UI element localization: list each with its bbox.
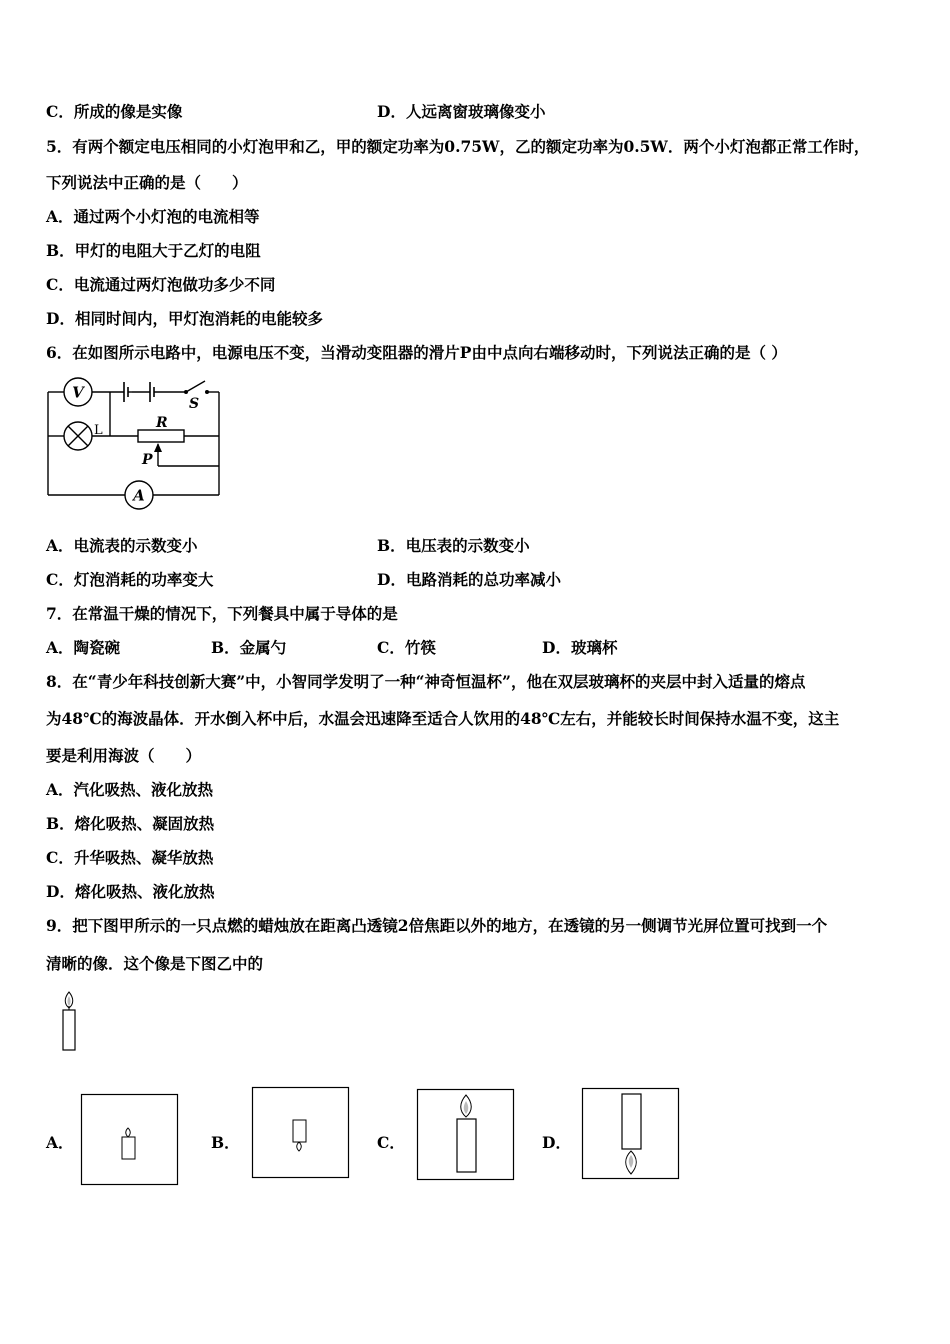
switch-label: S — [189, 396, 200, 412]
slider-arrow — [154, 443, 162, 452]
q5-stem-line1: 5．有两个额定电压相同的小灯泡甲和乙，甲的额定功率为0.75W，乙的额定功率为0.5W．两个小灯泡都正常工作时， — [46, 137, 870, 156]
q6-option-a: A．电流表的示数变小 — [46, 536, 198, 555]
q6-option-d: D．电路消耗的总功率减小 — [377, 570, 561, 589]
small-upright-candle — [122, 1137, 135, 1159]
candle-body — [63, 1010, 75, 1050]
q7-stem: 7．在常温干燥的情况下，下列餐具中属于导体的是 — [46, 604, 398, 623]
q8-stem-line2: 为48℃的海波晶体．开水倒入杯中后，水温会迅速降至适合人饮用的48℃左右，并能较长时间保持水温不变，这主 — [46, 709, 840, 728]
rheostat-label: R — [156, 415, 168, 431]
q6-stem: 6．在如图所示电路中，电源电压不变，当滑动变阻器的滑片P由中点向右端移动时，下列说法正确的是（ ） — [46, 343, 787, 362]
switch-lever — [186, 381, 205, 392]
q4-option-c: C．所成的像是实像 — [46, 102, 183, 121]
q7-option-c: C．竹筷 — [377, 638, 436, 657]
q9-stem-line1: 9．把下图甲所示的一只点燃的蜡烛放在距离凸透镜2倍焦距以外的地方，在透镜的另一侧调节光屏位置可找到一个 — [46, 916, 828, 935]
q9-option-b-image — [252, 1087, 349, 1178]
q7-option-a: A．陶瓷碗 — [46, 638, 121, 657]
q9-option-c-image — [417, 1089, 514, 1180]
q8-option-d: D．熔化吸热、液化放热 — [46, 882, 215, 901]
q8-option-b: B．熔化吸热、凝固放热 — [46, 814, 215, 833]
q7-option-d: D．玻璃杯 — [542, 638, 618, 657]
small-inverted-candle — [293, 1120, 306, 1142]
q9-option-c-label: C． — [377, 1133, 405, 1152]
q5-option-c: C．电流通过两灯泡做功多少不同 — [46, 275, 276, 294]
rheostat — [138, 430, 184, 442]
large-inverted-candle — [622, 1094, 641, 1149]
q7-option-b: B．金属勺 — [211, 638, 287, 657]
q6-option-b: B．电压表的示数变小 — [377, 536, 530, 555]
flame-core-icon — [68, 996, 71, 1006]
q9-option-b-label: B． — [211, 1133, 240, 1152]
slider-label: P — [142, 452, 153, 468]
q8-option-a: A．汽化吸热、液化放热 — [46, 780, 214, 799]
ammeter-label: A — [133, 486, 145, 505]
q9-option-d-label: D． — [542, 1133, 571, 1152]
voltmeter-label: V — [72, 383, 84, 402]
q9-option-d-image — [582, 1088, 679, 1179]
q5-option-b: B．甲灯的电阻大于乙灯的电阻 — [46, 241, 261, 260]
q6-option-c: C．灯泡消耗的功率变大 — [46, 570, 214, 589]
q5-stem-line2: 下列说法中正确的是（ ） — [46, 173, 248, 192]
q9-option-a-image — [81, 1094, 178, 1185]
q5-option-d: D．相同时间内，甲灯泡消耗的电能较多 — [46, 309, 323, 328]
q9-stem-line2: 清晰的像．这个像是下图乙中的 — [46, 954, 264, 973]
lamp-label: L — [94, 423, 103, 438]
q8-option-c: C．升华吸热、凝华放热 — [46, 848, 214, 867]
q8-stem-line3: 要是利用海波（ ） — [46, 746, 202, 765]
q5-option-a: A．通过两个小灯泡的电流相等 — [46, 207, 260, 226]
large-upright-candle — [457, 1119, 476, 1172]
q4-option-d: D．人远离窗玻璃像变小 — [377, 102, 546, 121]
q6-circuit-diagram — [40, 372, 230, 514]
q9-candle-original — [58, 990, 80, 1054]
switch-contact-right — [205, 390, 209, 394]
q8-stem-line1: 8．在“青少年科技创新大赛”中，小智同学发明了一种“神奇恒温杯”，他在双层玻璃杯的夹层中封入适量的熔点 — [46, 672, 806, 691]
q9-option-a-label: A． — [46, 1133, 74, 1152]
